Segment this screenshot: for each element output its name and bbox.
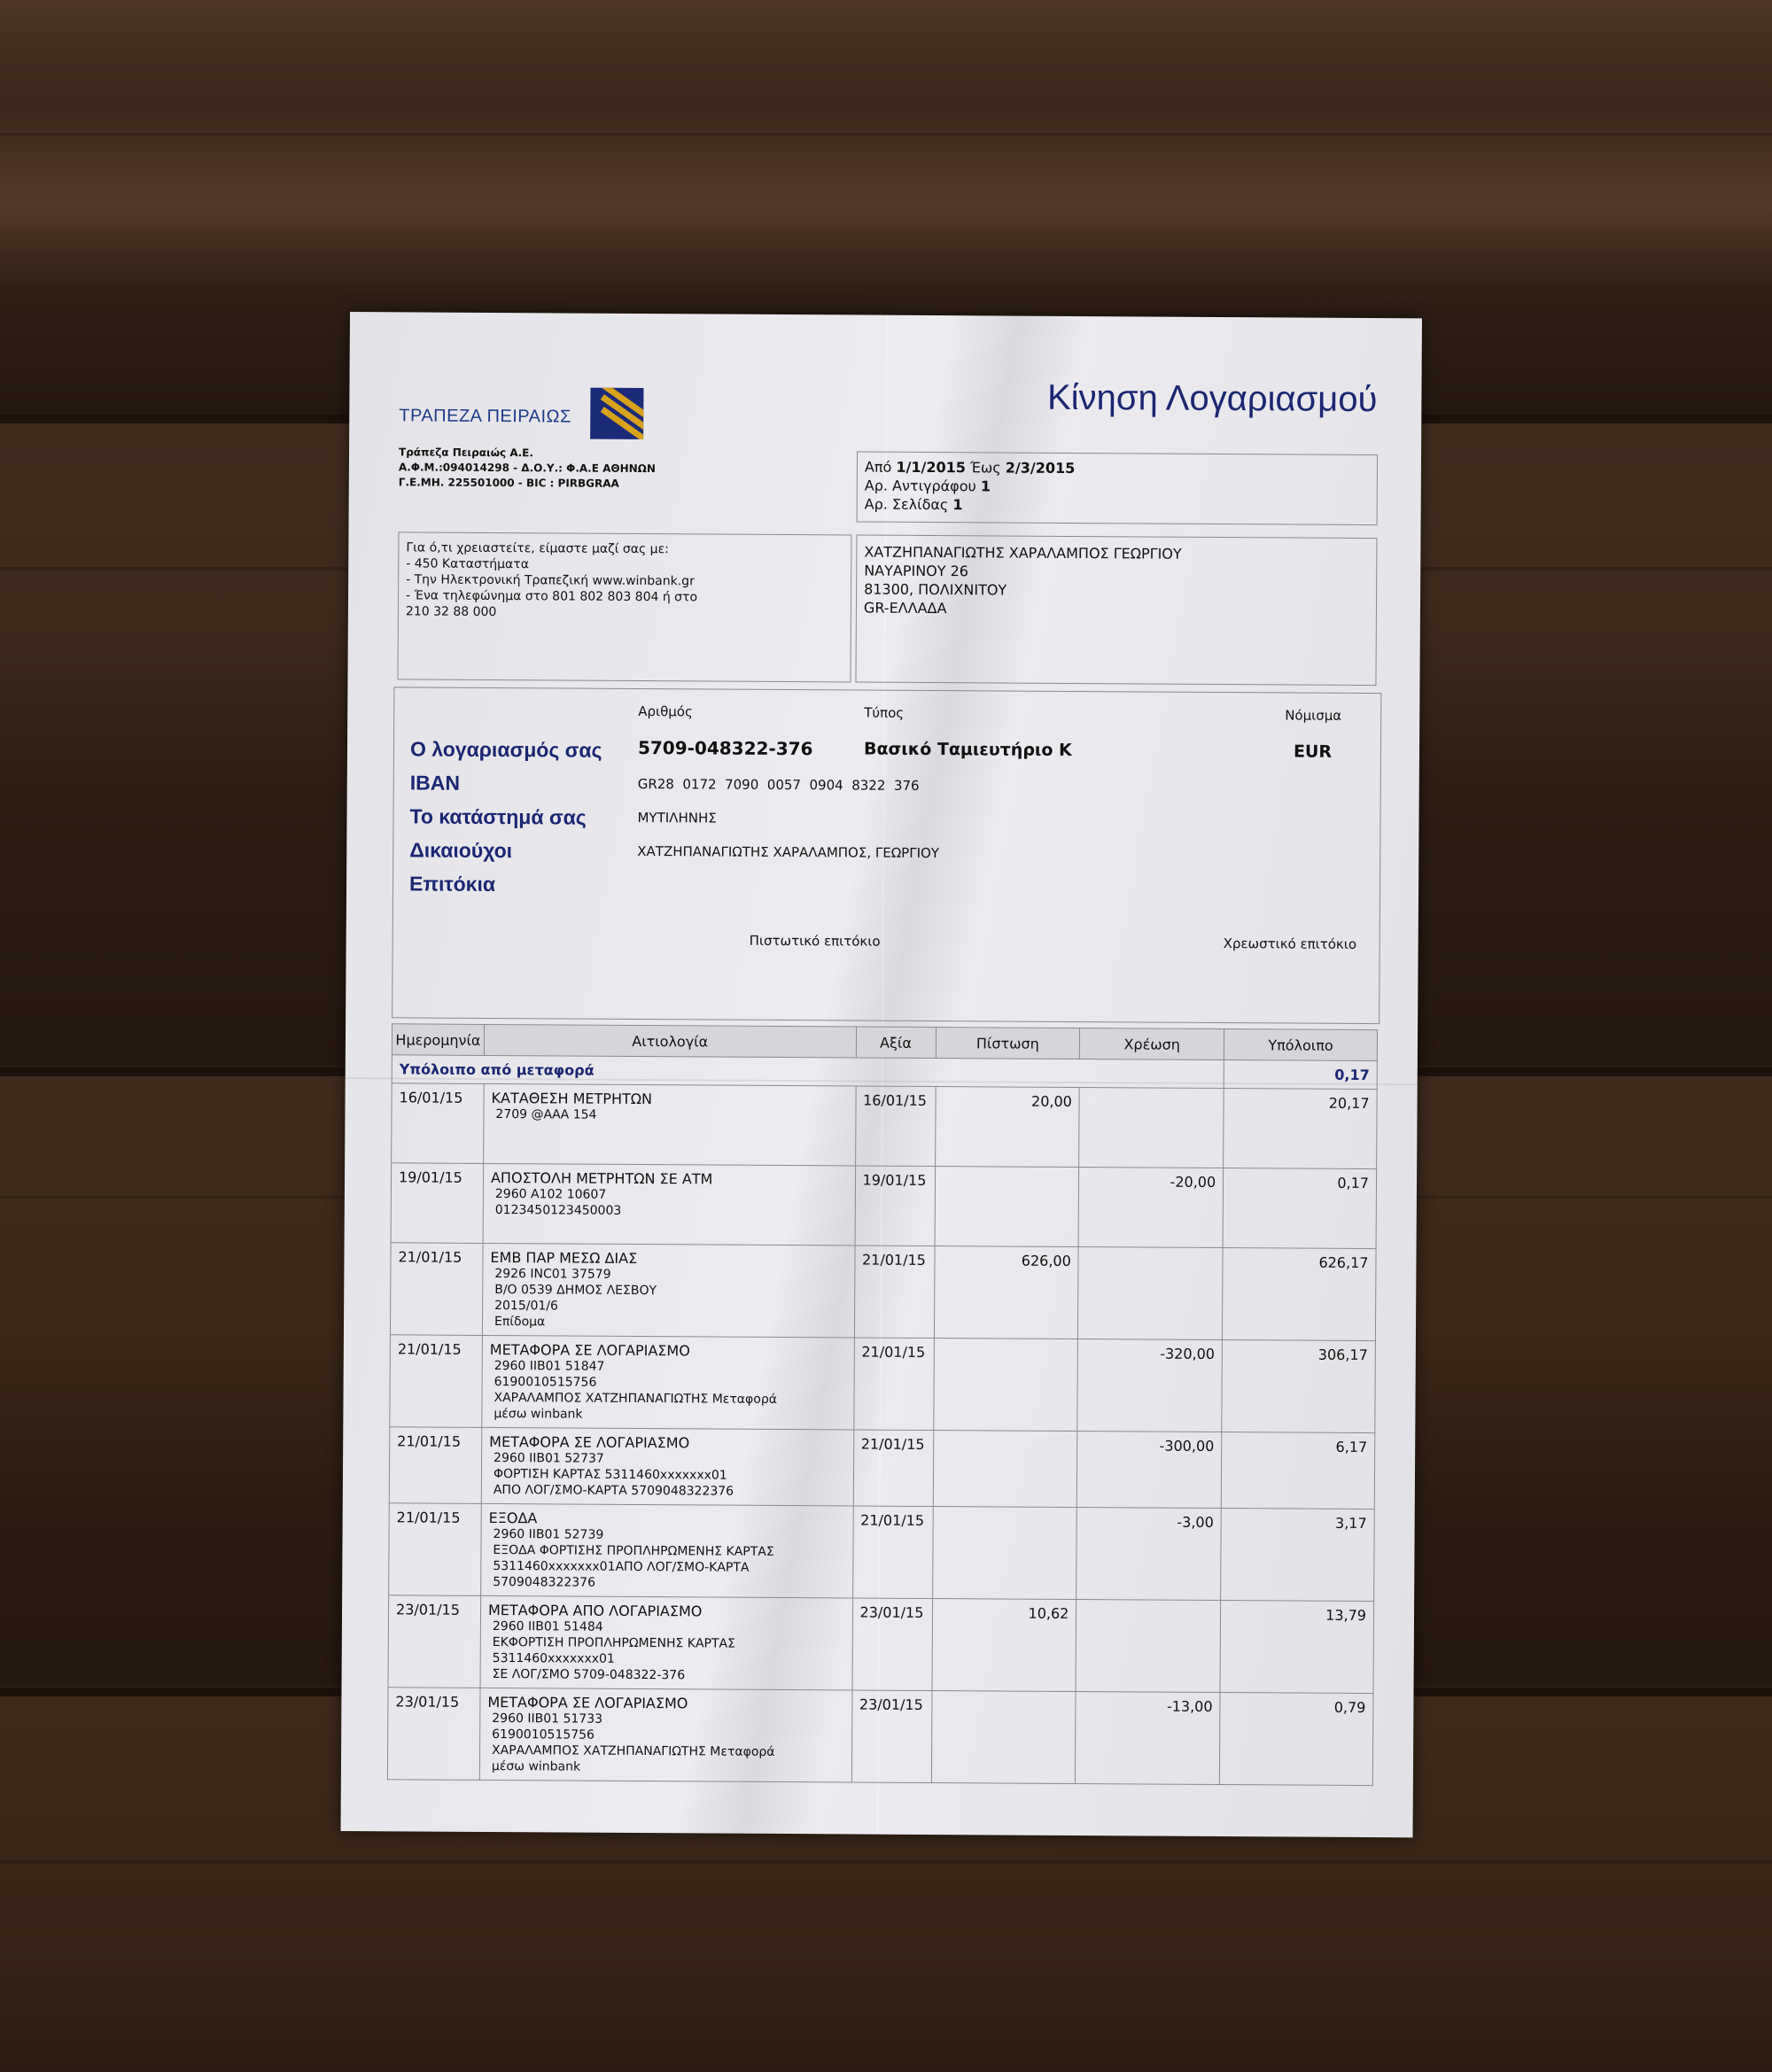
- page-line: [865, 495, 1370, 516]
- iban-label: IBAN: [409, 771, 461, 795]
- row-credit: [933, 1339, 1077, 1432]
- row-detail: 2960 IIB01 52739: [493, 1527, 604, 1542]
- row-date: 21/01/15: [389, 1503, 482, 1596]
- row-value-date: 21/01/15: [853, 1338, 934, 1431]
- row-value-date: 21/01/15: [852, 1506, 933, 1599]
- bank-info-line: Γ.Ε.ΜΗ. 225501000 - BIC : PIRBGRAA: [398, 476, 619, 490]
- row-debit: -3,00: [1076, 1508, 1221, 1601]
- row-date: 23/01/15: [388, 1595, 481, 1688]
- row-description: [481, 1503, 853, 1598]
- account-currency: EUR: [1293, 741, 1333, 762]
- row-balance: 0,79: [1220, 1693, 1373, 1786]
- row-detail: 6190010515756: [494, 1375, 597, 1390]
- row-description: [479, 1688, 851, 1782]
- row-debit: [1078, 1247, 1223, 1340]
- carry-over-value: 0,17: [1224, 1060, 1377, 1090]
- row-detail: ΑΠΟ ΛΟΓ/ΣΜΟ-ΚΑΡΤΑ 5709048322376: [493, 1483, 734, 1499]
- table-row: [389, 1503, 1375, 1602]
- row-detail: ΕΚΦΟΡΤΙΣΗ ΠΡΟΠΛΗΡΩΜΕΝΗΣ ΚΑΡΤΑΣ: [492, 1635, 736, 1651]
- contact-line: - Την Ηλεκτρονική Τραπεζική www.winbank.gr: [406, 572, 695, 589]
- row-detail: ΧΑΡΑΛΑΜΠΟΣ ΧΑΤΖΗΠΑΝΑΓΙΩΤΗΣ Μεταφορά: [492, 1743, 775, 1759]
- row-credit: [935, 1167, 1079, 1247]
- row-debit: [1079, 1088, 1224, 1168]
- row-description: [484, 1083, 856, 1166]
- row-credit: [933, 1431, 1077, 1508]
- table-row: [392, 1083, 1378, 1169]
- row-desc-main: ΜΕΤΑΦΟΡΑ ΣΕ ΛΟΓΑΡΙΑΣΜΟ: [487, 1693, 688, 1712]
- copy-number: 1: [980, 477, 991, 495]
- row-detail: 5311460xxxxxxx01: [492, 1651, 615, 1666]
- row-detail: ΕΞΟΔΑ ΦΟΡΤΙΣΗΣ ΠΡΟΠΛΗΡΩΜΕΝΗΣ ΚΑΡΤΑΣ: [493, 1543, 774, 1559]
- address-line: GR-ΕΛΛΑΔΑ: [863, 599, 947, 617]
- row-detail: ΣΕ ΛΟΓ/ΣΜΟ 5709-048322-376: [492, 1667, 686, 1683]
- contact-line: 210 32 88 000: [405, 604, 497, 620]
- row-detail: 2926 INC01 37579: [494, 1267, 611, 1282]
- number-header: Αριθμός: [638, 702, 693, 720]
- column-header-value-date: Αξία: [856, 1027, 936, 1059]
- row-detail: 0123450123450003: [494, 1203, 622, 1218]
- iban-value: GR28 0172 7090 0057 0904 8322 376: [637, 775, 920, 794]
- row-desc-main: ΕΜΒ ΠΑΡ ΜΕΣΩ ΔΙΑΣ: [490, 1248, 638, 1268]
- contact-line: - 450 Καταστήματα: [406, 556, 530, 572]
- table-row: [387, 1688, 1373, 1786]
- row-detail: 2960 IIB01 51733: [492, 1711, 603, 1727]
- row-debit: -300,00: [1077, 1432, 1222, 1509]
- address-line: ΝΑΥΑΡΙΝΟΥ 26: [864, 562, 969, 580]
- wood-grain: [0, 1860, 1772, 1864]
- statement-paper: [341, 312, 1422, 1837]
- row-description: [481, 1427, 853, 1506]
- account-box: [392, 687, 1381, 1024]
- row-date: 21/01/15: [390, 1243, 483, 1336]
- row-detail: 2015/01/6: [494, 1299, 558, 1314]
- row-description: [482, 1243, 854, 1338]
- address-line: ΧΑΤΖΗΠΑΝΑΓΙΩΤΗΣ ΧΑΡΑΛΑΜΠΟΣ ΓΕΩΡΓΙΟΥ: [864, 543, 1182, 563]
- row-date: 19/01/15: [391, 1163, 484, 1244]
- row-debit: -320,00: [1077, 1339, 1222, 1432]
- row-desc-main: ΜΕΤΑΦΟΡΑ ΑΠΟ ΛΟΓΑΡΙΑΣΜΟ: [487, 1601, 703, 1620]
- row-value-date: 23/01/15: [851, 1690, 932, 1783]
- column-header-description: Αιτιολογία: [484, 1024, 856, 1058]
- row-credit: [931, 1691, 1076, 1784]
- currency-header: Νόμισμα: [1285, 707, 1342, 724]
- row-debit: [1076, 1600, 1220, 1693]
- address-line: 81300, ΠΟΛΙΧΝΙΤΟΥ: [864, 580, 1007, 599]
- column-header-balance: Υπόλοιπο: [1224, 1029, 1378, 1061]
- bank-info: [399, 445, 656, 492]
- type-header: Τύπος: [864, 704, 905, 721]
- table-row: [390, 1243, 1376, 1341]
- column-header-date: Ημερομηνία: [392, 1024, 484, 1056]
- row-detail: 6190010515756: [492, 1727, 595, 1742]
- row-desc-main: ΜΕΤΑΦΟΡΑ ΣΕ ΛΟΓΑΡΙΑΣΜΟ: [489, 1432, 690, 1452]
- row-credit: [932, 1507, 1076, 1600]
- column-header-debit: Χρέωση: [1080, 1028, 1224, 1060]
- account-number: 5709-048322-376: [637, 736, 813, 760]
- row-detail: 2709 @ΑΑΑ 154: [495, 1107, 597, 1122]
- row-detail: 2960 A102 10607: [494, 1187, 607, 1202]
- table-row: [389, 1427, 1375, 1509]
- row-detail: ΧΑΡΑΛΑΜΠΟΣ ΧΑΤΖΗΠΑΝΑΓΙΩΤΗΣ Μεταφορά: [494, 1391, 778, 1407]
- from-label: Από: [864, 458, 892, 476]
- contact-line: Για ό,τι χρειαστείτε, είμαστε μαζί σας με:: [406, 540, 669, 557]
- account-type: Βασικό Ταμιευτήριο Κ: [863, 739, 1072, 760]
- row-date: 16/01/15: [392, 1083, 485, 1164]
- row-value-date: 21/01/15: [854, 1246, 935, 1339]
- row-balance: 306,17: [1222, 1340, 1375, 1433]
- wood-grain: [0, 133, 1772, 136]
- row-balance: 13,79: [1220, 1601, 1373, 1694]
- credit-rate-label: Πιστωτικό επιτόκιο: [749, 932, 881, 950]
- account-label: Ο λογαριασμός σας: [409, 737, 602, 762]
- bank-logo-icon: [590, 388, 643, 439]
- row-detail: 5311460xxxxxxx01ΑΠΟ ΛΟΓ/ΣΜΟ-ΚΑΡΤΑ: [493, 1559, 750, 1575]
- row-value-date: 21/01/15: [853, 1430, 934, 1507]
- table-row: [391, 1163, 1377, 1249]
- row-balance: 626,17: [1223, 1248, 1376, 1341]
- bank-info-line: Τράπεζα Πειραιώς Α.Ε.: [398, 446, 534, 460]
- row-detail: μέσω winbank: [494, 1407, 583, 1422]
- row-value-date: 16/01/15: [855, 1086, 936, 1167]
- row-debit: -13,00: [1076, 1692, 1220, 1785]
- row-description: [480, 1595, 852, 1690]
- row-balance: 20,17: [1224, 1089, 1377, 1169]
- page-number: 1: [952, 496, 963, 514]
- contact-box: [397, 532, 851, 682]
- address-box: [855, 534, 1377, 686]
- row-detail: B/O 0539 ΔΗΜΟΣ ΛΕΣΒΟΥ: [494, 1283, 657, 1299]
- row-credit: 20,00: [935, 1087, 1079, 1168]
- row-detail: 2960 IIB01 52737: [494, 1451, 604, 1466]
- row-date: 21/01/15: [390, 1335, 483, 1428]
- row-value-date: 23/01/15: [852, 1598, 933, 1691]
- transactions-table: [387, 1023, 1378, 1786]
- branch-label: Το κατάστημά σας: [409, 804, 587, 829]
- to-date: 2/3/2015: [1005, 459, 1076, 477]
- bank-info-line: Α.Φ.Μ.:094014298 - Δ.Ο.Υ.: Φ.Α.Ε ΑΘΗΝΩΝ: [398, 461, 656, 476]
- row-detail: Επίδομα: [494, 1315, 546, 1330]
- to-label: Έως: [969, 459, 1001, 477]
- row-desc-main: ΑΠΟΣΤΟΛΗ ΜΕΤΡΗΤΩΝ ΣΕ ΑΤΜ: [490, 1168, 713, 1188]
- period-box: [857, 451, 1378, 525]
- row-date: 21/01/15: [389, 1427, 482, 1504]
- row-desc-main: ΜΕΤΑΦΟΡΑ ΣΕ ΛΟΓΑΡΙΑΣΜΟ: [489, 1340, 690, 1360]
- column-header-credit: Πίστωση: [936, 1028, 1080, 1059]
- row-description: [482, 1335, 854, 1430]
- row-detail: 2960 IIB01 51484: [492, 1619, 603, 1634]
- row-date: 23/01/15: [387, 1688, 480, 1781]
- page-label: Αρ. Σελίδας: [864, 495, 949, 514]
- holders-value: ΧΑΤΖΗΠΑΝΑΓΙΩΤΗΣ ΧΑΡΑΛΑΜΠΟΣ, ΓΕΩΡΓΙΟΥ: [637, 842, 940, 862]
- row-desc-main: ΕΞΟΔΑ: [488, 1509, 538, 1527]
- table-row: [390, 1335, 1376, 1433]
- row-balance: 0,17: [1223, 1168, 1376, 1249]
- carry-over-label: Υπόλοιπο από μεταφορά: [392, 1055, 1224, 1089]
- row-detail: μέσω winbank: [491, 1759, 581, 1774]
- copy-label: Αρ. Αντιγράφου: [864, 477, 976, 495]
- row-desc-main: ΚΑΤΑΘΕΣΗ ΜΕΤΡΗΤΩΝ: [491, 1089, 653, 1108]
- row-detail: ΦΟΡΤΙΣΗ ΚΑΡΤΑΣ 5311460xxxxxxx01: [493, 1467, 727, 1483]
- row-detail: 2960 IIB01 51847: [494, 1359, 605, 1374]
- interest-label: Επιτόκια: [408, 872, 496, 896]
- debit-rate-label: Χρεωστικό επιτόκιο: [1223, 935, 1357, 952]
- holders-label: Δικαιούχοι: [409, 838, 513, 863]
- branch-value: ΜΥΤΙΛΗΝΗΣ: [637, 809, 717, 826]
- contact-line: - Ένα τηλεφώνημα στο 801 802 803 804 ή στο: [405, 588, 698, 605]
- row-credit: 10,62: [932, 1599, 1076, 1692]
- from-date: 1/1/2015: [896, 458, 966, 477]
- row-description: [483, 1163, 855, 1246]
- row-balance: 3,17: [1221, 1509, 1374, 1602]
- row-detail: 5709048322376: [493, 1575, 596, 1590]
- row-debit: -20,00: [1078, 1168, 1223, 1248]
- row-credit: 626,00: [934, 1246, 1078, 1339]
- row-balance: 6,17: [1221, 1432, 1374, 1509]
- document-title: Κίνηση Λογαριασμού: [1046, 377, 1378, 420]
- bank-logo-text: ΤΡΑΠΕΖΑ ΠΕΙΡΑΙΩΣ: [399, 406, 571, 427]
- table-row: [388, 1595, 1374, 1694]
- row-value-date: 19/01/15: [855, 1166, 936, 1246]
